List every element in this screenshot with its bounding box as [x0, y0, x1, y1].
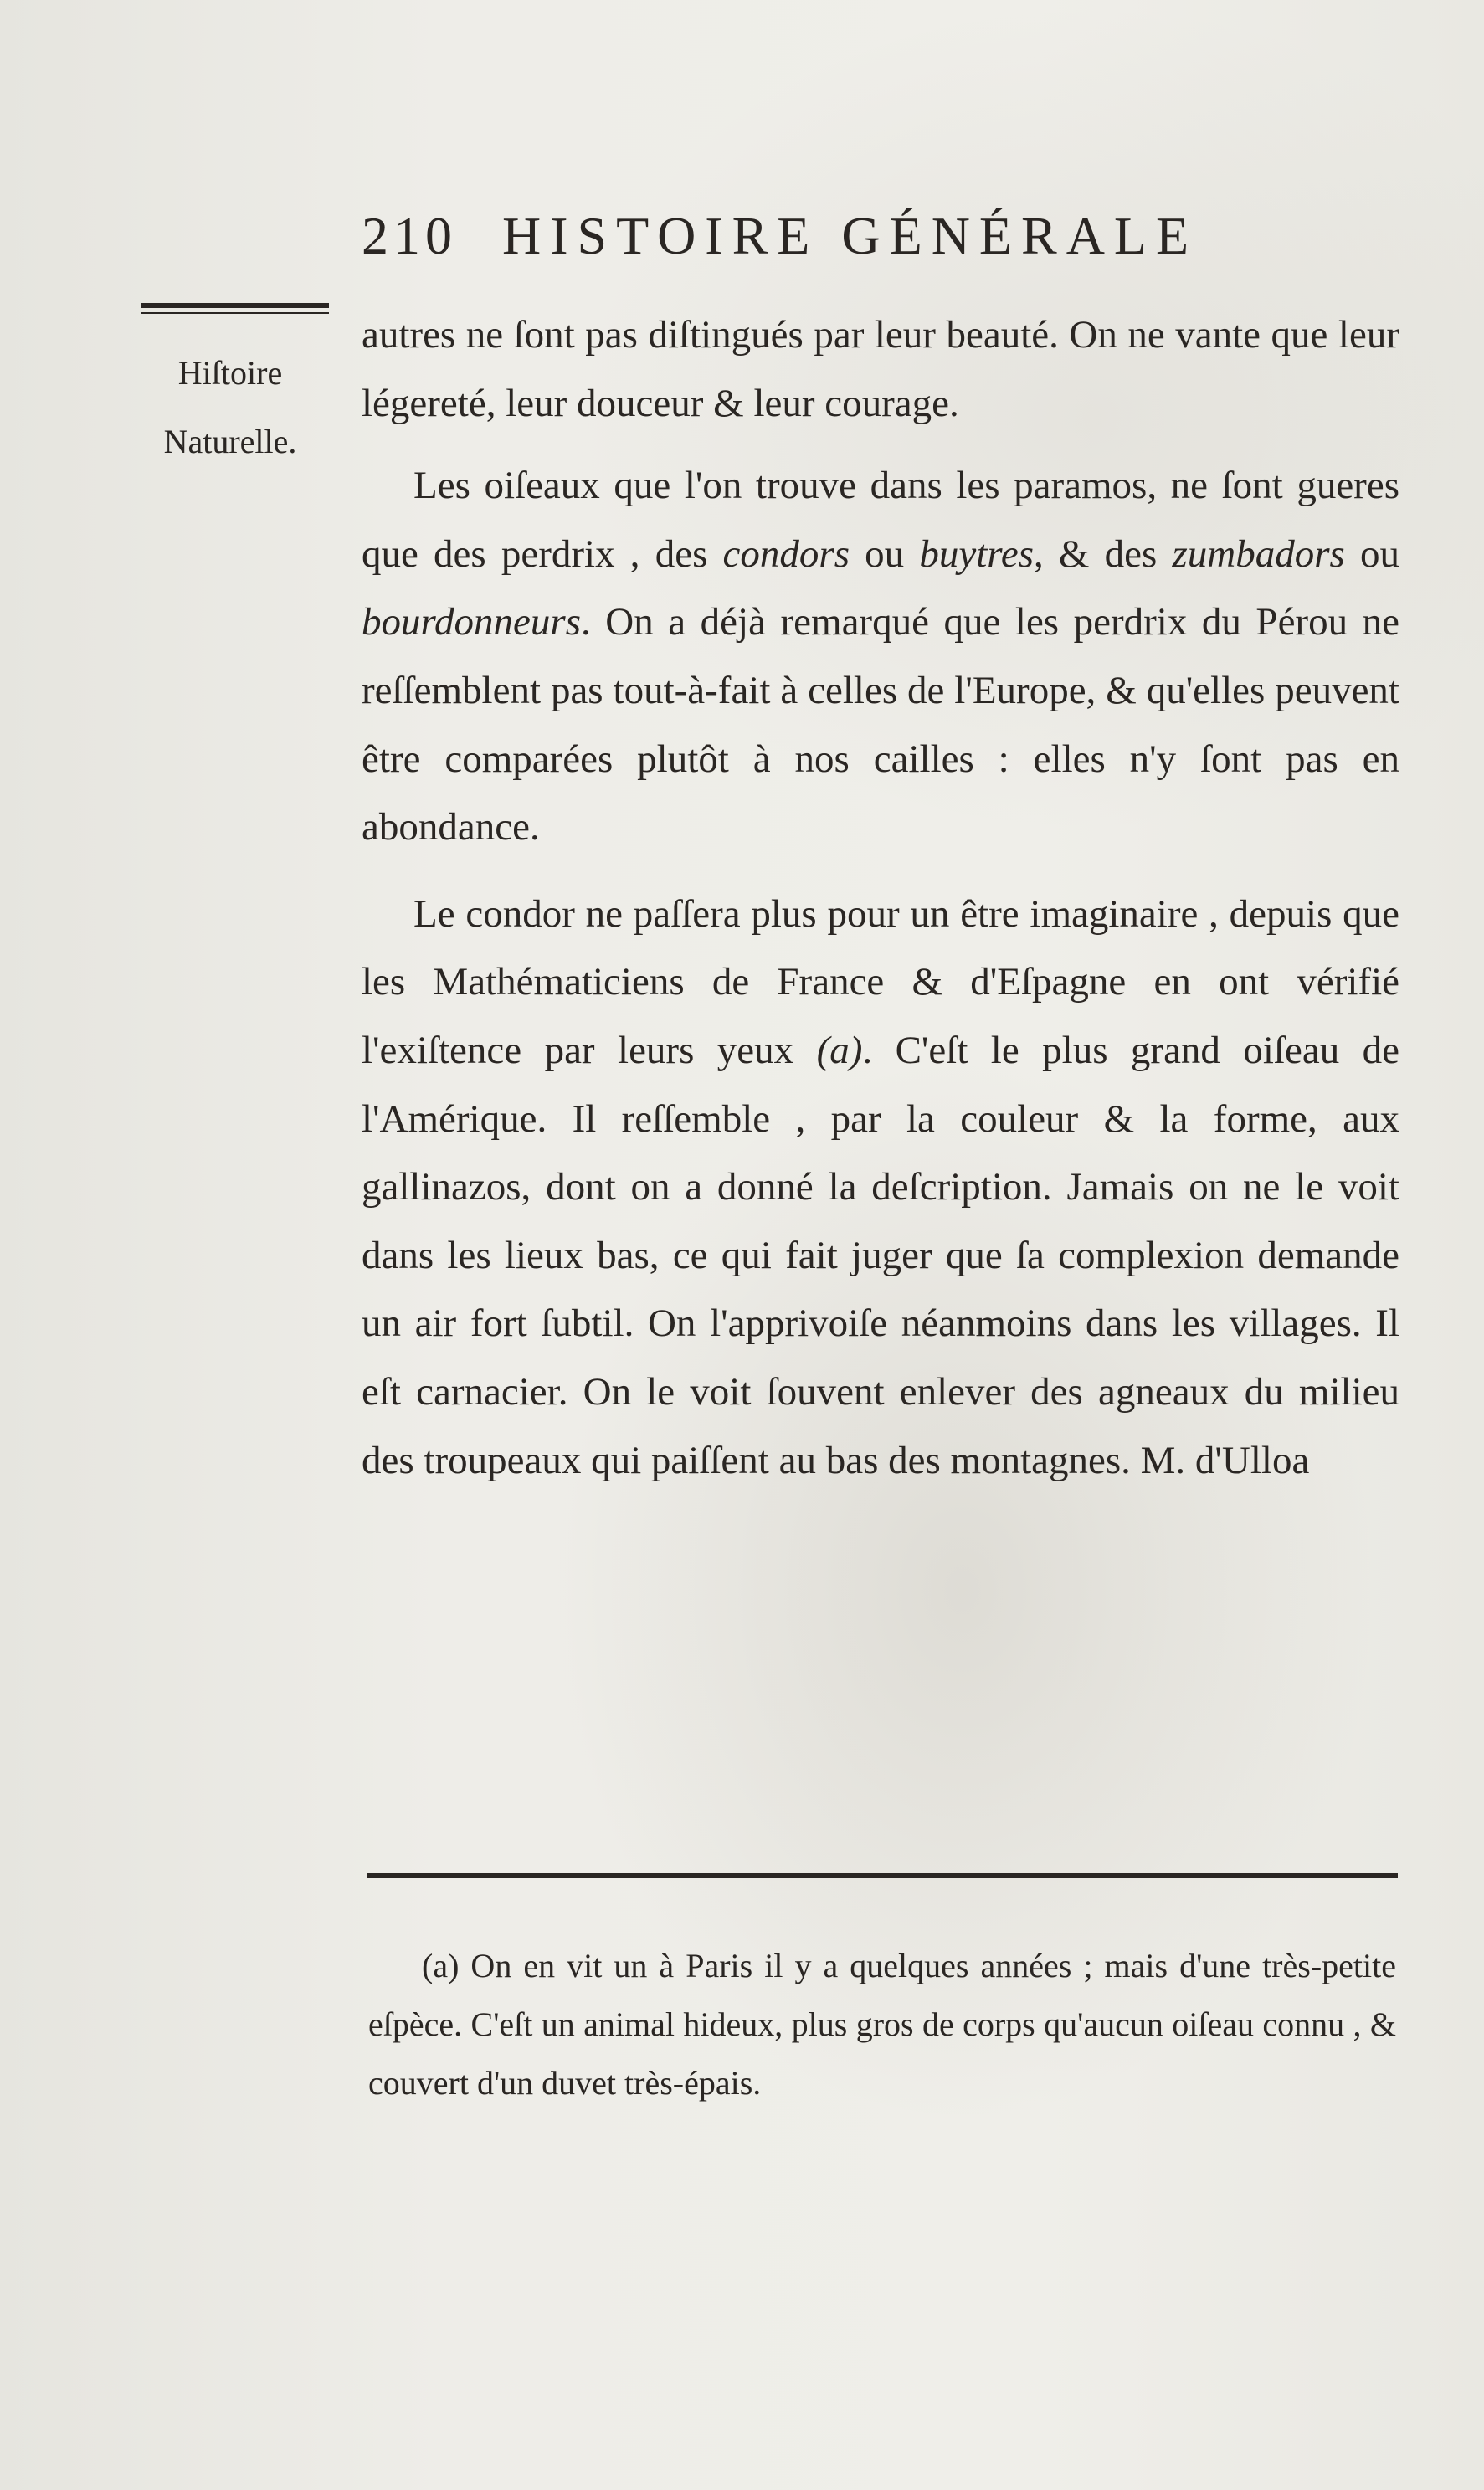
footnote-marker: (a) — [422, 1947, 460, 1984]
paragraph-2-text-a: Les oiſeaux que l'on trouve dans les paramos, ne ſont gueres que des perdrix , des — [362, 464, 1399, 576]
paragraph-3 — [362, 880, 1399, 1495]
margin-rule-thick — [141, 303, 329, 308]
footnote-paragraph — [368, 1937, 1396, 2113]
page-number: 210 — [362, 206, 457, 265]
paragraph-2-text-e: . On a déjà remarqué que les perdrix du Pérou ne reſſemblent pas tout-à-fait à celles de l'Europe, & qu'elles peuvent être comparées plutôt à nos cailles : elles n'y ſont pas en abondance. — [362, 600, 1399, 850]
paragraph-2-text-b: ou — [850, 531, 920, 576]
margin-rule — [141, 303, 329, 316]
italic-bourdonneurs: bourdonneurs — [362, 600, 581, 644]
italic-buytres: buytres — [919, 531, 1034, 576]
margin-note-line-2: Naturelle. — [163, 423, 297, 460]
footnote-reference: (a) — [816, 1028, 863, 1072]
footnote-text: On en vit un à Paris il y a quelques années ; mais d'une très-petite eſpèce. C'eſt un animal hideux, plus gros de corps qu'aucun oiſeau connu , & couvert d'un duvet très-épais. — [368, 1947, 1396, 2102]
footnote — [368, 1937, 1396, 2113]
paragraph-2 — [362, 452, 1399, 862]
paragraph-1: autres ne ſont pas diſtingués par leur beauté. On ne vante que leur légereté, leur douceur & leur courage. — [362, 313, 1399, 425]
paragraph-3-text-b: . C'eſt le plus grand oiſeau de l'Amérique. Il reſſemble , par la couleur & la forme, aux gallinazos, dont on a donné la deſcription. Jamais on ne le voit dans les lieux bas, ce qui fait juger que ſa complexion demande un air fort ſubtil. On l'apprivoiſe néanmoins dans les villages. Il eſt carnacier. On le voit ſouvent enlever des agneaux du milieu des troupeaux qui paiſſent au bas des montagnes. M. d'Ulloa — [362, 1028, 1399, 1482]
page-header — [362, 205, 1266, 272]
paragraph-2-text-d: ou — [1344, 531, 1400, 576]
paragraph-2-text-c: , & des — [1034, 531, 1173, 576]
paragraph-3-text-a: Le condor ne paſſera plus pour un être imaginaire , depuis que les Mathématiciens de France & d'Eſpagne en ont vérifié l'exiſtence par leurs yeux — [362, 891, 1399, 1072]
italic-condors: condors — [722, 531, 850, 576]
footnote-rule — [367, 1873, 1398, 1878]
margin-note-line-1: Hiſtoire — [177, 354, 283, 392]
italic-zumbadors: zumbadors — [1172, 531, 1345, 576]
body-text — [362, 301, 1399, 1495]
running-title: HISTOIRE GÉNÉRALE — [502, 206, 1199, 265]
margin-note — [126, 339, 335, 476]
margin-rule-thin — [141, 312, 329, 314]
